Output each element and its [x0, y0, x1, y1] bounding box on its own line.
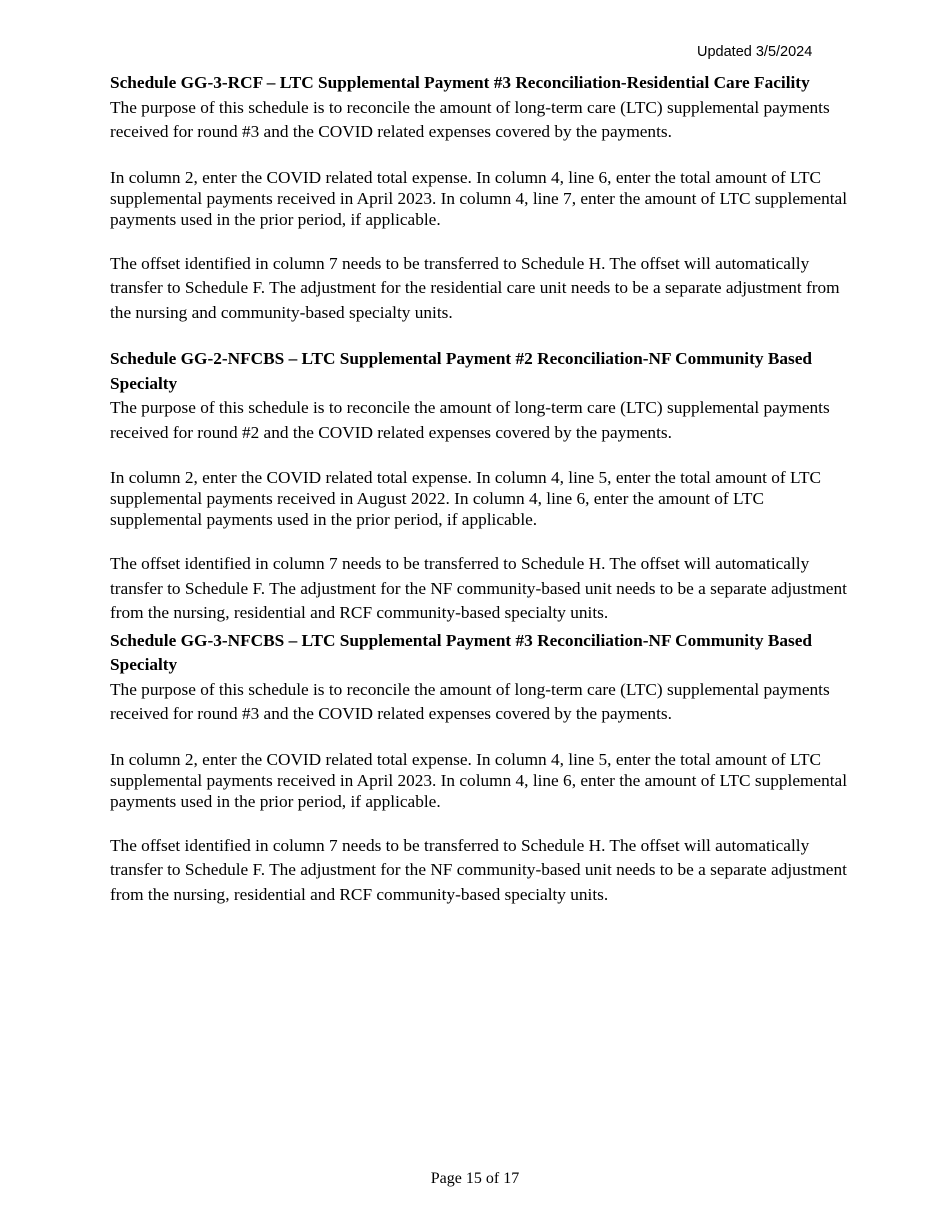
instructions-paragraph: In column 2, enter the COVID related total expense. In column 4, line 5, enter the total amount of LTC supplemental payments received in April 2023. In column 4, line 6, enter the amount of LTC supplemental payments used in the prior period, if applicable.	[110, 749, 848, 811]
section-gg-3-nfcbs	[110, 629, 850, 908]
purpose-paragraph: The purpose of this schedule is to reconcile the amount of long-term care (LTC) supplemental payments received for round #2 and the COVID related expenses covered by the payments.	[110, 398, 830, 442]
page-number: Page 15 of 17	[430, 1170, 520, 1187]
instructions-paragraph: In column 2, enter the COVID related total expense. In column 4, line 5, enter the total amount of LTC supplemental payments received in August 2022. In column 4, line 6, enter the amount of LTC supplemental payments used in the prior period, if applicable.	[110, 468, 822, 529]
purpose-paragraph: The purpose of this schedule is to reconcile the amount of long-term care (LTC) supplemental payments received for round #3 and the COVID related expenses covered by the payments.	[110, 97, 830, 141]
section-title: Schedule GG-3-RCF – LTC Supplemental Payment #3 Reconciliation-Residential Care Facility	[110, 73, 810, 92]
updated-date: Updated 3/5/2024	[697, 44, 813, 60]
instructions-paragraph: In column 2, enter the COVID related total expense. In column 4, line 6, enter the total amount of LTC supplemental payments received in April 2023. In column 4, line 7, enter the amount of LTC supplemental payments used in the prior period, if applicable.	[110, 167, 848, 229]
offset-paragraph: The offset identified in column 7 needs to be transferred to Schedule H. The offset will automatically transfer to Schedule F. The adjustment for the NF community-based unit needs to be a separate adjustment from the nursing, residential and RCF community-based specialty units.	[110, 554, 847, 622]
offset-paragraph: The offset identified in column 7 needs to be transferred to Schedule H. The offset will automatically transfer to Schedule F. The adjustment for the NF community-based unit needs to be a separate adjustment from the nursing, residential and RCF community-based specialty units.	[110, 835, 847, 904]
section-title: Schedule GG-3-NFCBS – LTC Supplemental Payment #3 Reconciliation-NF Community Based Specialty	[110, 630, 812, 674]
section-gg-3-rcf	[110, 71, 850, 325]
section-gg-2-nfcbs	[110, 347, 850, 626]
document-body	[110, 71, 850, 907]
purpose-paragraph: The purpose of this schedule is to reconcile the amount of long-term care (LTC) supplemental payments received for round #3 and the COVID related expenses covered by the payments.	[110, 679, 830, 723]
offset-paragraph: The offset identified in column 7 needs to be transferred to Schedule H. The offset will automatically transfer to Schedule F. The adjustment for the residential care unit needs to be a separate adjustment from the nursing and community-based specialty units.	[110, 253, 840, 322]
section-title: Schedule GG-2-NFCBS – LTC Supplemental Payment #2 Reconciliation-NF Community Based Specialty	[110, 349, 812, 393]
